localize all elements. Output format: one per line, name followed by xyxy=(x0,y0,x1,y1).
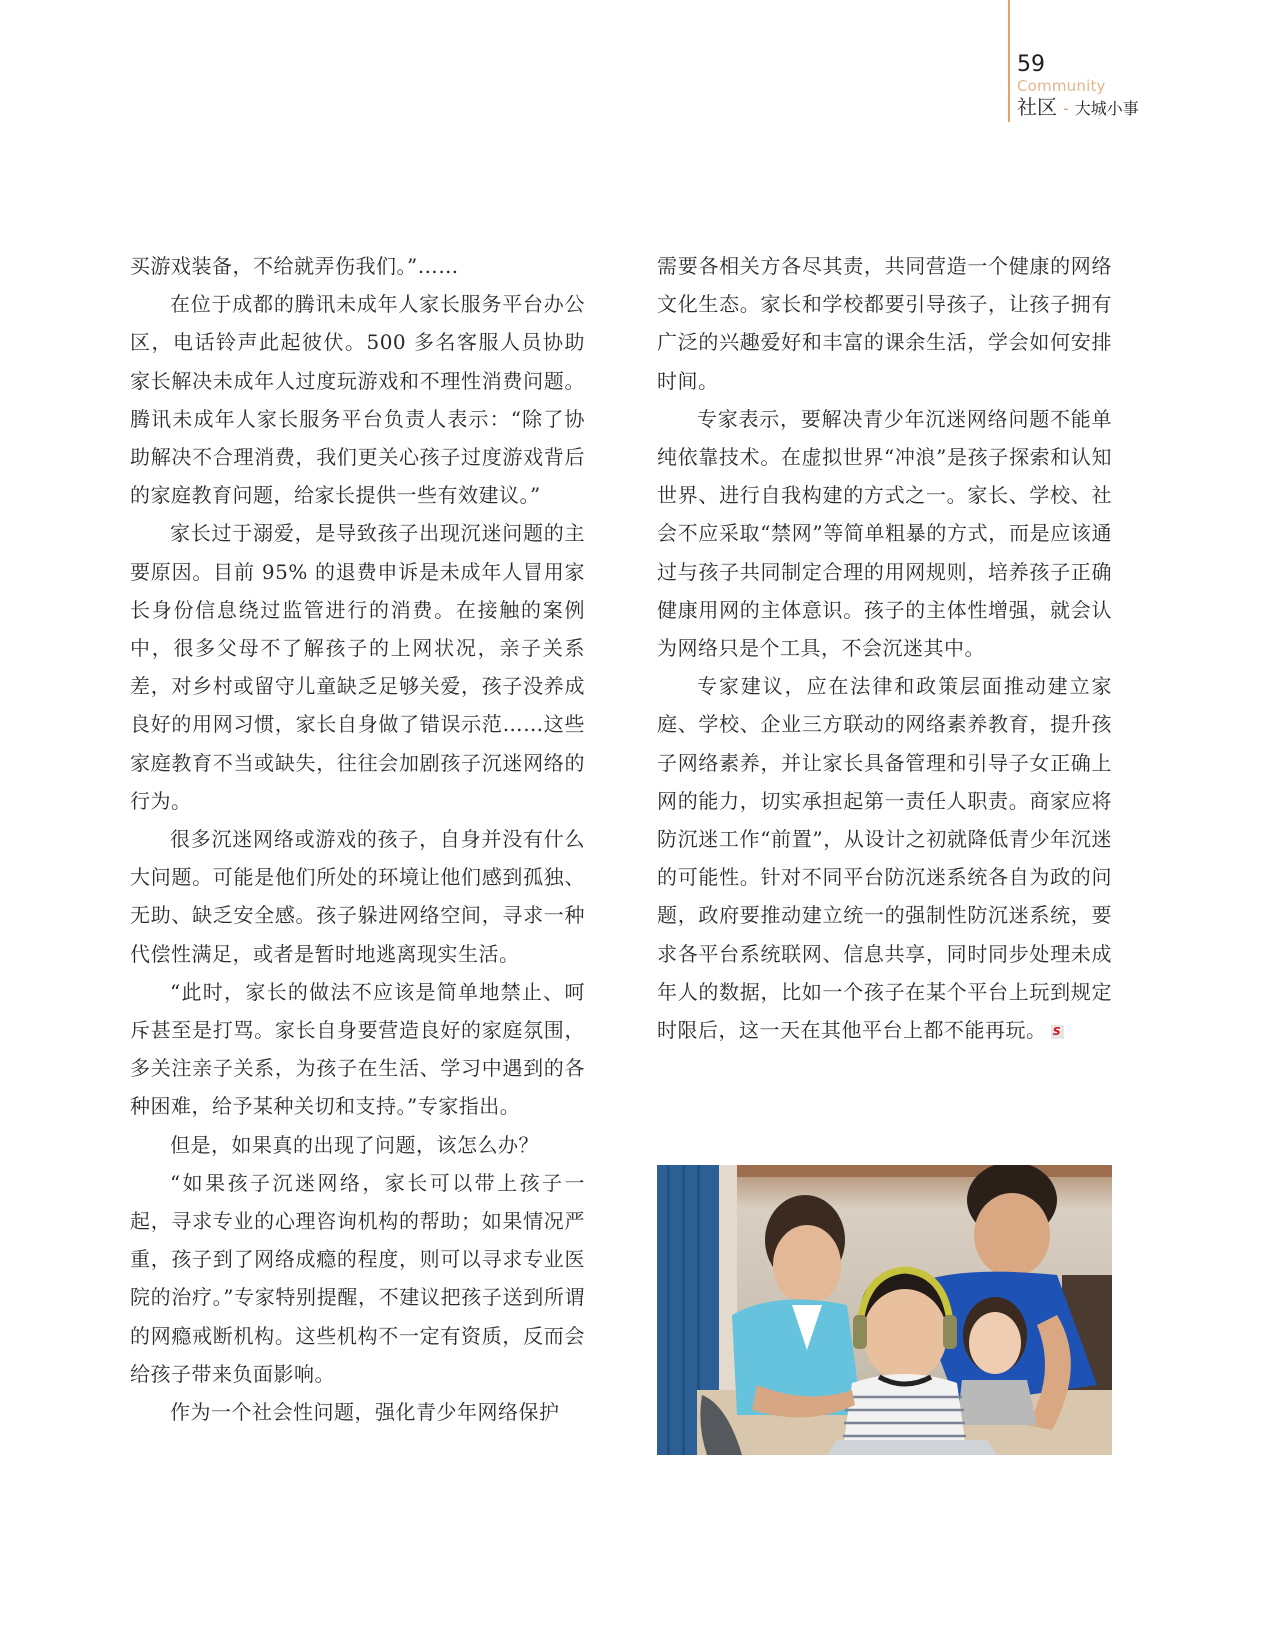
paragraph: 在位于成都的腾讯未成年人家长服务平台办公区，电话铃声此起彼伏。500 多名客服人员协助家长解决未成年人过度玩游戏和不理性消费问题。腾讯未成年人家长服务平台负责人表示：“除了协助解决不合理消费，我们更关心孩子过度游戏背后的家庭教育问题，给家长提供一些有效建议。” xyxy=(130,292,585,508)
paragraph: 需要各相关方各尽其责，共同营造一个健康的网络文化生态。家长和学校都要引导孩子，让孩子拥有广泛的兴趣爱好和丰富的课余生活，学会如何安排时间。 xyxy=(657,254,1112,393)
final-paragraph xyxy=(657,667,1112,1049)
paragraph: “如果孩子沉迷网络，家长可以带上孩子一起，寻求专业的心理咨询机构的帮助；如果情况严重，孩子到了网络成瘾的程度，则可以寻求专业医院的治疗。”专家特别提醒，不建议把孩子送到所谓的网瘾戒断机构。这些机构不一定有资质，反而会给孩子带来负面影响。 xyxy=(130,1170,585,1386)
section-title xyxy=(1017,95,1139,121)
paragraph: 专家表示，要解决青少年沉迷网络问题不能单纯依靠技术。在虚拟世界“冲浪”是孩子探索和认知世界、进行自我构建的方式之一。家长、学校、社会不应采取“禁网”等简单粗暴的方式，而是应该通过与孩子共同制定合理的用网规则，培养孩子正确健康用网的主体意识。孩子的主体性增强，就会认为网络只是个工具，不会沉迷其中。 xyxy=(657,406,1112,661)
paragraph: 买游戏装备，不给就弄伤我们。”…… xyxy=(130,254,459,278)
column-name: 大城小事 xyxy=(1074,99,1139,118)
section-name-english: Community xyxy=(1017,77,1106,95)
section-name-chinese: 社区 xyxy=(1017,95,1057,119)
paragraph: 很多沉迷网络或游戏的孩子，自身并没有什么大问题。可能是他们所处的环境让他们感到孤独、无助、缺乏安全感。孩子躲进网络空间，寻求一种代偿性满足，或者是暂时地逃离现实生活。 xyxy=(130,827,585,966)
paragraph: 家长过于溺爱，是导致孩子出现沉迷问题的主要原因。目前 95% 的退费申诉是未成年人冒用家长身份信息绕过监管进行的消费。在接触的案例中，很多父母不了解孩子的上网状况，亲子关系差，对乡村或留守儿童缺乏足够关爱，孩子没养成良好的用网习惯，家长自身做了错误示范……这些家庭教育不当或缺失，往往会加剧孩子沉迷网络的行为。 xyxy=(130,521,585,813)
header-divider-line xyxy=(1008,0,1010,122)
page-header xyxy=(1017,52,1139,121)
family-photo xyxy=(657,1165,1112,1455)
end-of-article-icon: S xyxy=(1051,1025,1064,1039)
family-photo-illustration xyxy=(657,1165,1112,1455)
article-column-right xyxy=(657,247,1112,1049)
paragraph-text: 专家建议，应在法律和政策层面推动建立家庭、学校、企业三方联动的网络素养教育，提升孩子网络素养，并让家长具备管理和引导子女正确上网的能力，切实承担起第一责任人职责。商家应将防沉迷工作“前置”，从设计之初就降低青少年沉迷的可能性。针对不同平台防沉迷系统各自为政的问题，政府要推动建立统一的强制性防沉迷系统，要求各平台系统联网、信息共享，同时同步处理未成年人的数据，比如一个孩子在某个平台上玩到规定时限后，这一天在其他平台上都不能再玩。 xyxy=(657,674,1112,1043)
paragraph: “此时，家长的做法不应该是简单地禁止、呵斥甚至是打骂。家长自身要营造良好的家庭氛围，多关注亲子关系，为孩子在生活、学习中遇到的各种困难，给予某种关切和支持。”专家指出。 xyxy=(130,979,585,1119)
paragraph: 但是，如果真的出现了问题，该怎么办？ xyxy=(170,1132,539,1157)
section-separator: - xyxy=(1063,99,1069,118)
article-column-left xyxy=(130,247,585,1431)
page-number: 59 xyxy=(1017,52,1045,77)
paragraph: 作为一个社会性问题，强化青少年网络保护 xyxy=(170,1400,560,1425)
